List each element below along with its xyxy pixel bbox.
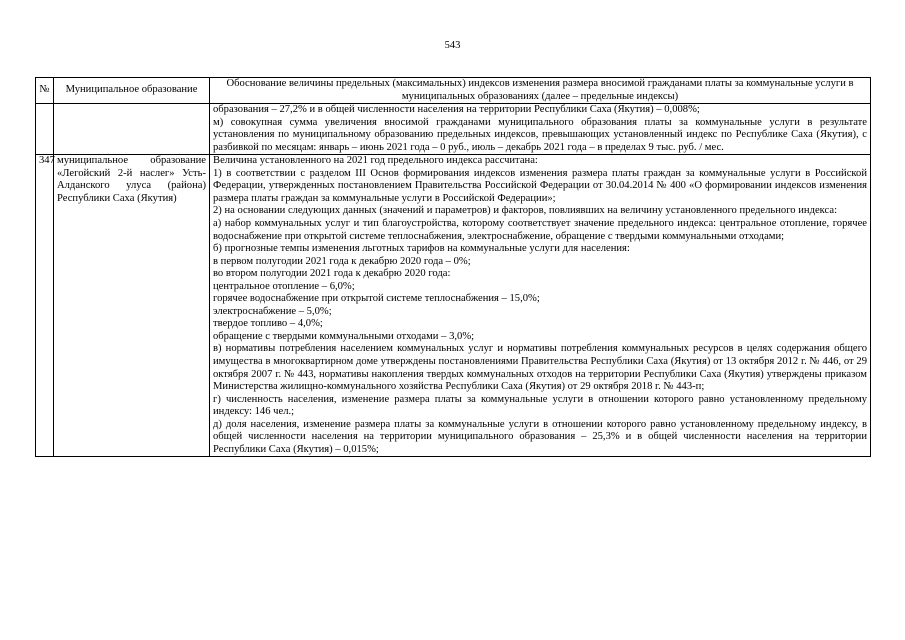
row-number: 347 <box>36 155 54 457</box>
continuation-justification-cell <box>210 104 871 155</box>
page-number: 543 <box>444 40 461 51</box>
continuation-number-cell <box>36 104 54 155</box>
paragraph: обращение с твердыми коммунальными отходами – 3,0%; <box>213 330 475 342</box>
municipality-name: муниципальное образование «Легойский 2-й наслег» Усть-Алданского улуса (района) Республики Саха (Якутия) <box>54 155 210 457</box>
paragraph: Величина установленного на 2021 год предельного индекса рассчитана: <box>213 155 538 167</box>
paragraph: горячее водоснабжение при открытой системе теплоснабжения – 15,0%; <box>213 293 540 305</box>
header-municipality: Муниципальное образование <box>54 78 210 104</box>
paragraph: 1) в соответствии с разделом III Основ формирования индексов изменения размера платы граждан за коммунальные услуги в Российской Федерации, утвержденных постановлением Правительства Российской Федерации от 30.04.2014 № 400 «О формировании индексов изменения размера платы граждан за коммунальные услуги в Российской Федерации»; <box>213 167 867 204</box>
paragraph: г) численность населения, изменение размера платы за коммунальные услуги в отношении которого равно установленному предельному индексу: 146 чел.; <box>213 393 867 418</box>
header-number: № <box>36 78 54 104</box>
continuation-municipality-cell <box>54 104 210 155</box>
paragraph: в первом полугодии 2021 года к декабрю 2020 года – 0%; <box>213 255 471 267</box>
table-header-row <box>36 78 871 104</box>
paragraph: образования – 27,2% и в общей численности населения на территории Республики Саха (Якутия) – 0,008%; <box>213 104 700 116</box>
paragraph: 2) на основании следующих данных (значений и параметров) и факторов, повлиявших на величину установленного предельного индекса: <box>213 205 838 217</box>
header-justification: Обоснование величины предельных (максимальных) индексов изменения размера вносимой гражданами платы за коммунальные услуги в муниципальных образованиях (далее – предельные индексы) <box>210 78 871 104</box>
paragraph: б) прогнозные темпы изменения льготных тарифов на коммунальные услуги для населения: <box>213 243 630 255</box>
paragraph: электроснабжение – 5,0%; <box>213 305 332 317</box>
paragraph: во втором полугодии 2021 года к декабрю 2020 года: <box>213 268 451 280</box>
paragraph: центральное отопление – 6,0%; <box>213 280 355 292</box>
indices-table <box>35 77 871 457</box>
justification-cell <box>210 155 871 457</box>
paragraph: а) набор коммунальных услуг и тип благоустройства, которому соответствует значение предельного индекса: центральное отопление, горячее водоснабжение при открытой системе теплоснабжения, электроснабжение, обращение с твердыми коммунальными отходами; <box>213 218 867 242</box>
paragraph: твердое топливо – 4,0%; <box>213 318 323 330</box>
table-row-347 <box>36 155 871 457</box>
table-row-continuation <box>36 104 871 155</box>
paragraph: м) совокупная сумма увеличения вносимой гражданами муниципального образования платы за коммунальные услуги в результате установления по муниципальному образованию предельных индексов, превышающих установленный индекс по Республике Саха (Якутия), с разбивкой по месяцам: январь – июнь 2021 года – 0 руб., июль – декабрь 2021 года – в пределах 9 тыс. руб. / мес. <box>213 116 867 153</box>
paragraph: в) нормативы потребления населением коммунальных услуг и нормативы потребления коммунальных ресурсов в целях содержания общего имущества в многоквартирном доме утверждены постановлениями Правительства Республики Саха (Якутия) от 13 октября 2012 г. № 446, от 29 октября 2007 г. № 443, нормативы накопления твердых коммунальных отходов на территории Республики Саха (Якутия) утверждены приказом Министерства жилищно-коммунального хозяйства Республики Саха (Якутия) от 29 октября 2018 г. № 443-п; <box>213 343 867 393</box>
paragraph: д) доля населения, изменение размера платы за коммунальные услуги в отношении которого равно установленному предельному индексу, в общей численности населения на территории муниципального образования – 25,3% и в общей численности населения на территории Республики Саха (Якутия) – 0,015%; <box>213 418 867 455</box>
